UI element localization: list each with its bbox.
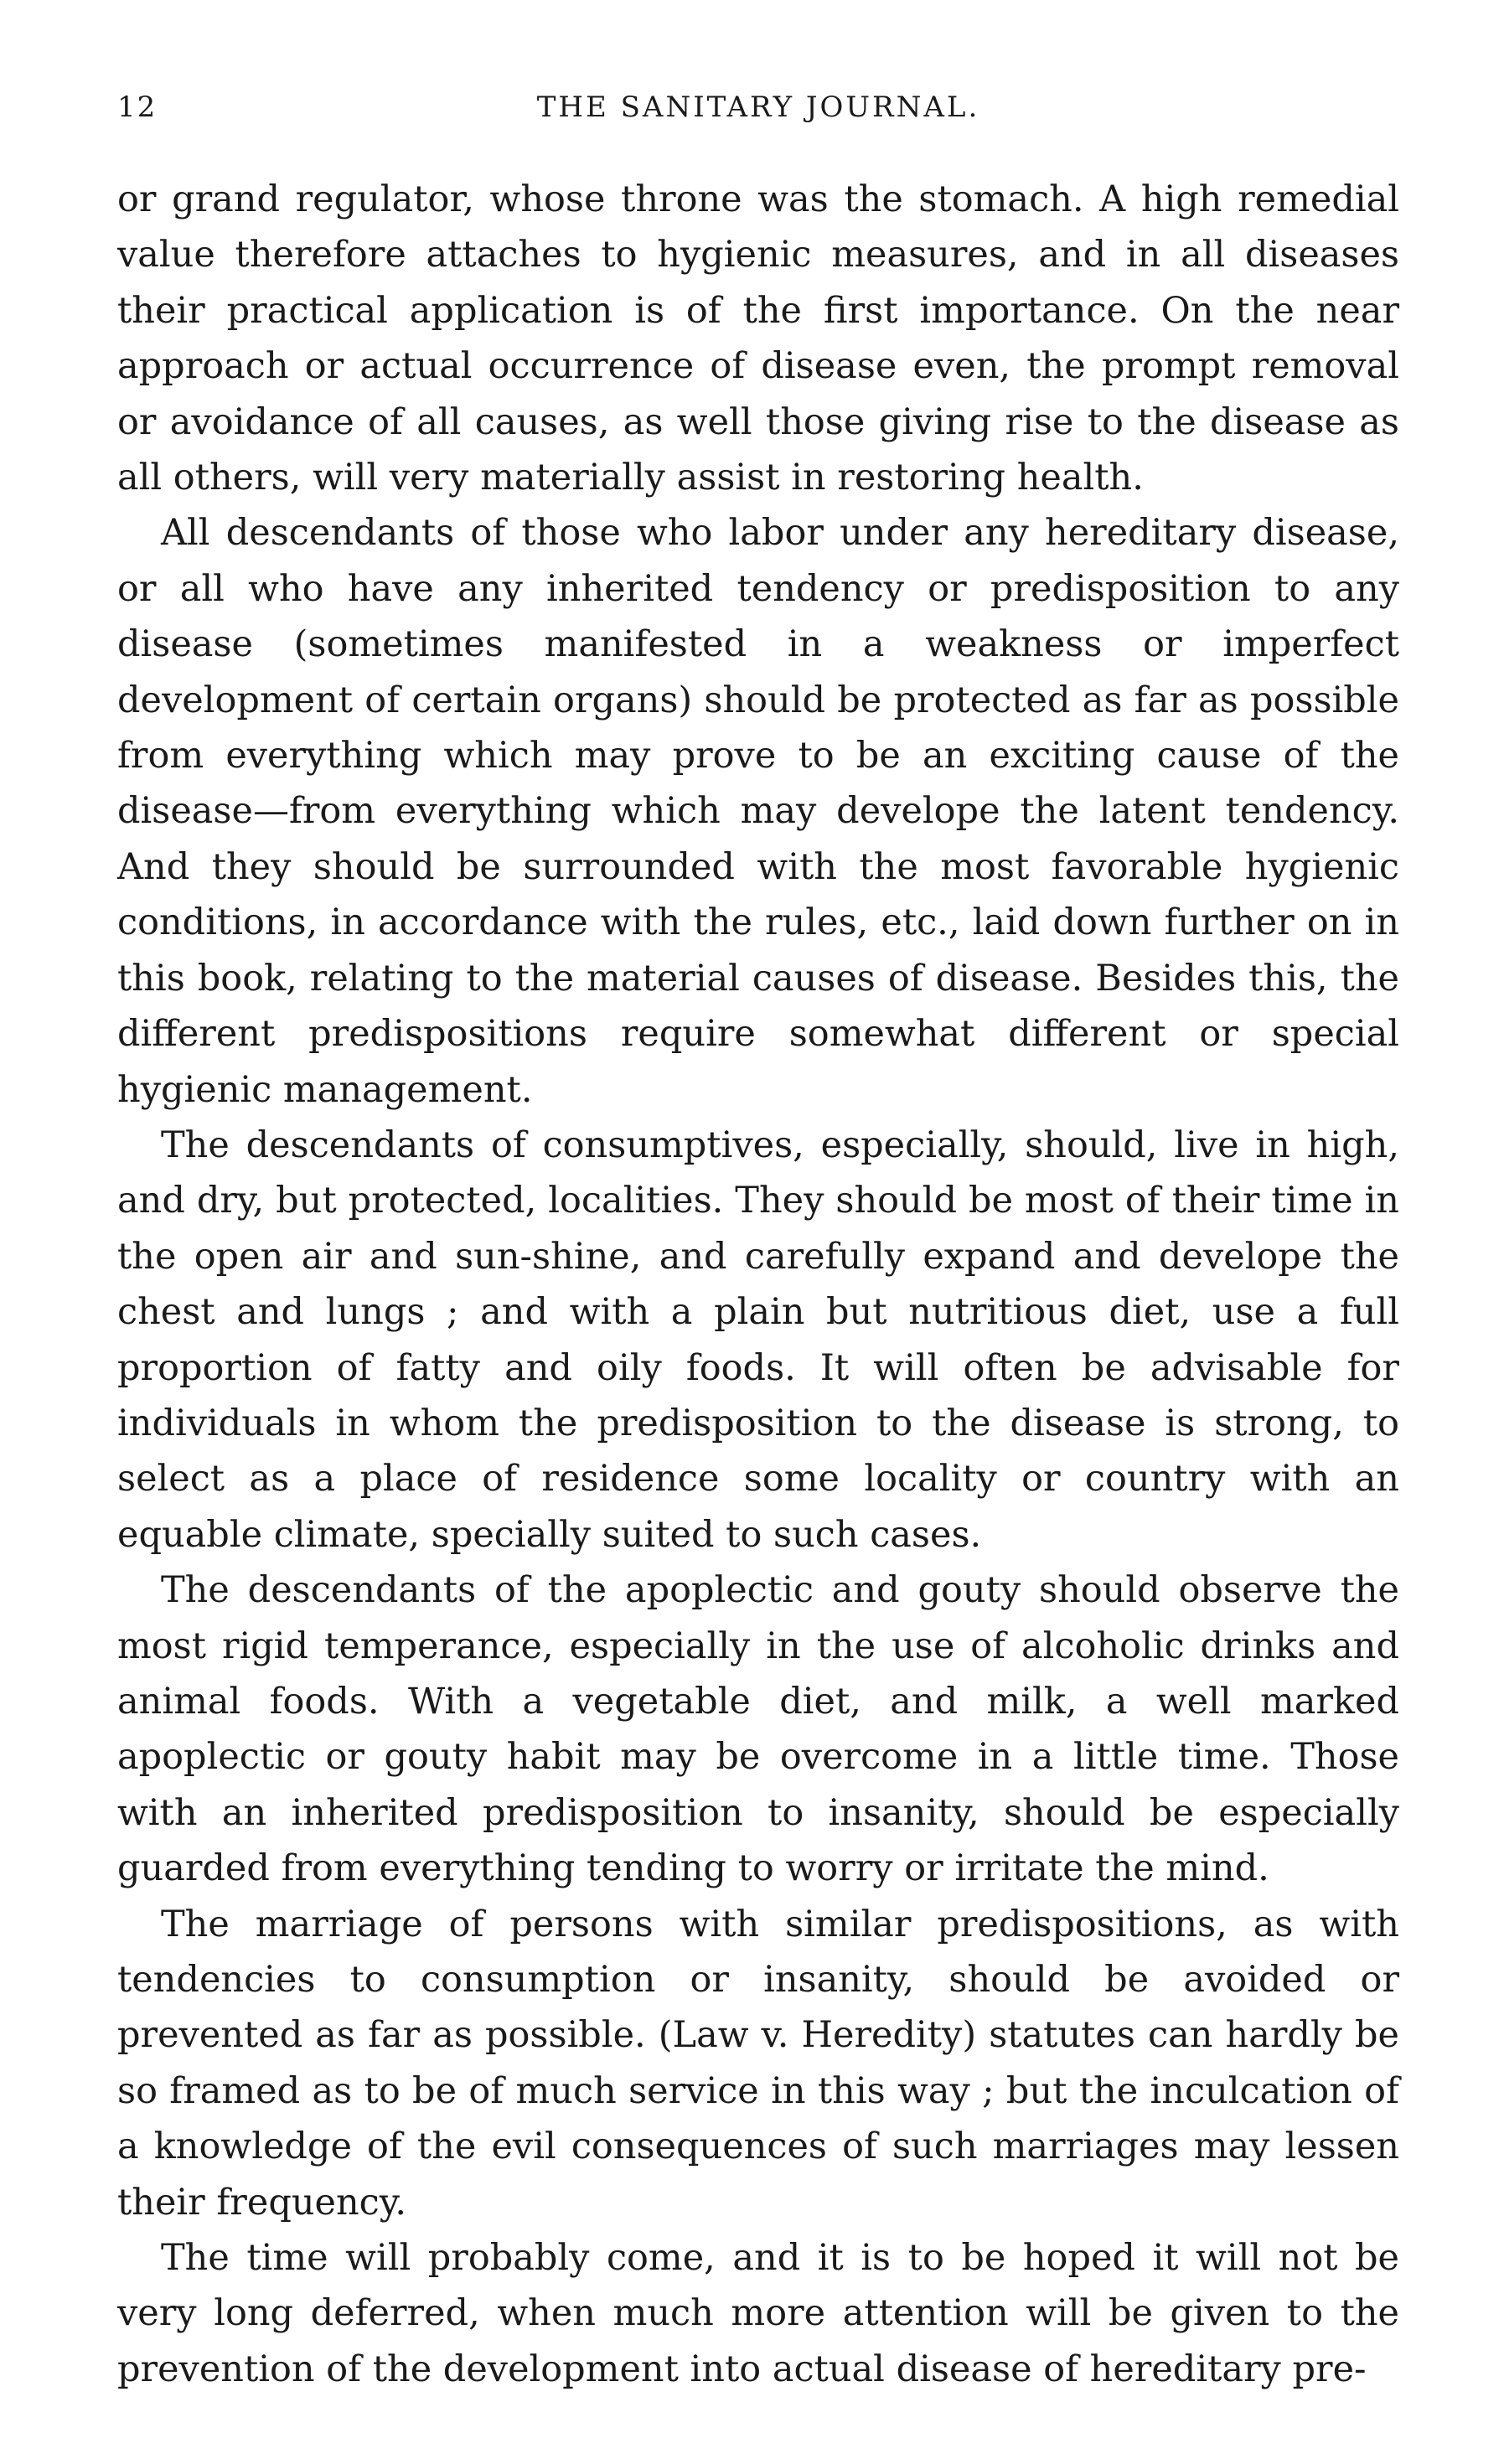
paragraph-4: The descendants of the apoplectic and gouty should observe the most rigid temperance, especially in the use of alcoholic drinks and animal foods. With a vegetable diet, and milk, a well marked apoplectic or gouty habit may be overcome in a little time. Those with an inherited predisposition to insanity, should be especially guarded from everything tending to worry or irritate the mind. — [117, 1569, 1399, 1890]
running-head — [117, 90, 1399, 141]
paragraph-5: The marriage of persons with similar predispositions, as with tendencies to consumption or insanity, should be avoided or prevented as far as possible. (Law v. Heredity) statutes can hardly be so framed as to be of much service in this way ; but the inculcation of a knowledge of the evil consequences of such marriages may lessen their frequency. — [117, 1903, 1399, 2224]
paragraph-6: The time will probably come, and it is to be hoped it will not be very long deferred, when much more attention will be given to the prevention of the development into actual disease of hereditary pre- — [117, 2237, 1399, 2390]
page-number: 12 — [117, 90, 158, 124]
paragraph-1: or grand regulator, whose throne was the stomach. A high remedial value therefore attaches to hygienic measures, and in all diseases their practical application is of the first importance. On the near approach or actual occurrence of disease even, the prompt removal or avoidance of all causes, as well those giving rise to the disease as all others, will very materially assist in restoring health. — [117, 178, 1399, 499]
body-text — [117, 172, 1399, 2397]
paragraph-3: The descendants of consumptives, especially, should, live in high, and dry, but protected, localities. They should be most of their time in the open air and sun-shine, and carefully expand and develope the chest and lungs ; and with a plain but nutritious diet, use a full proportion of fatty and oily foods. It will often be advisable for individuals in whom the predisposition to the disease is strong, to select as a place of residence some locality or country with an equable climate, specially suited to such cases. — [117, 1124, 1399, 1556]
journal-title: THE SANITARY JOURNAL. — [536, 90, 980, 124]
paragraph-2: All descendants of those who labor under any hereditary disease, or all who have any inherited tendency or predisposition to any disease (sometimes manifested in a weakness or imperfect development of certain organs) should be protected as far as possible from everything which may prove to be an exciting cause of the disease—from everything which may develope the latent tendency. And they should be surrounded with the most favorable hygienic conditions, in accordance with the rules, etc., laid down further on in this book, relating to the material causes of disease. Besides this, the different predispositions require somewhat different or special hygienic management. — [117, 512, 1399, 1111]
